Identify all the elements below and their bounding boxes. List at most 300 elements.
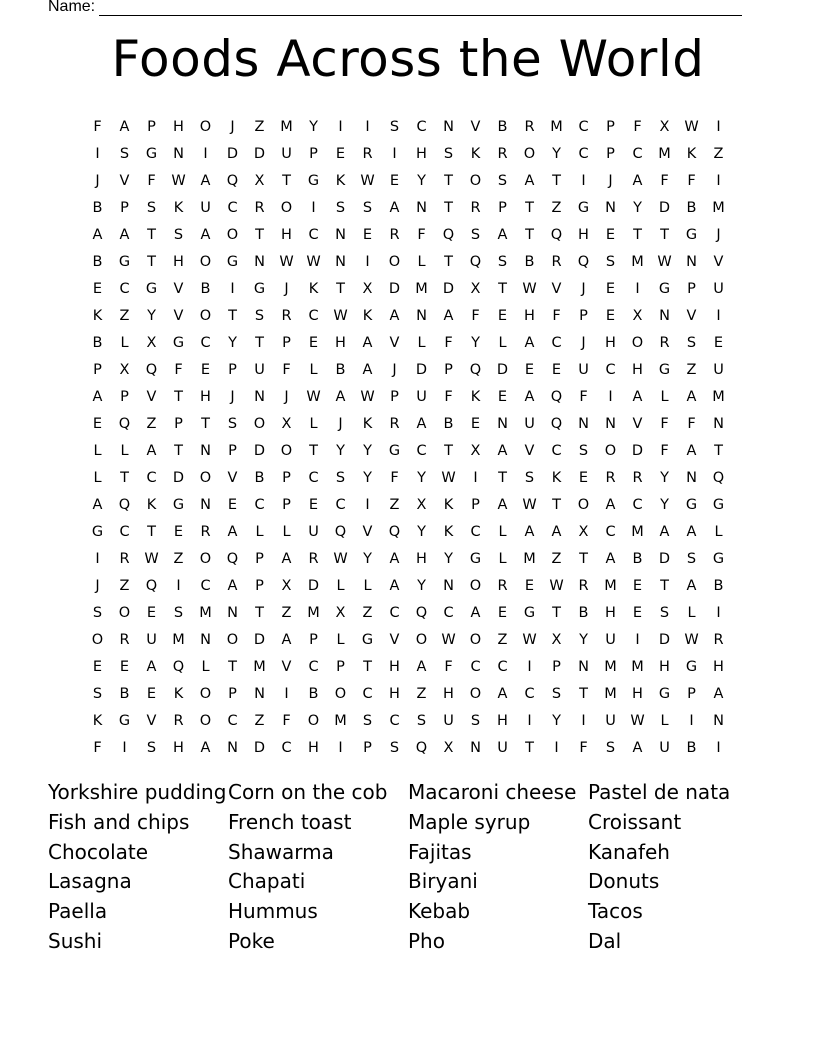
grid-letter[interactable]: T	[147, 523, 156, 540]
grid-letter[interactable]: H	[659, 658, 670, 675]
grid-letter[interactable]: Q	[388, 523, 401, 540]
grid-letter[interactable]: F	[444, 388, 453, 405]
grid-letter[interactable]: Y	[147, 307, 156, 324]
grid-letter[interactable]: S	[470, 712, 481, 729]
grid-letter[interactable]: E	[173, 523, 184, 540]
grid-letter[interactable]: Y	[552, 145, 561, 162]
grid-letter[interactable]: Q	[145, 577, 158, 594]
grid-letter[interactable]: L	[498, 550, 507, 567]
grid-letter[interactable]: E	[632, 604, 643, 621]
grid-letter[interactable]: A	[632, 388, 643, 405]
grid-letter[interactable]: R	[173, 712, 184, 729]
grid-letter[interactable]: K	[92, 307, 103, 324]
grid-letter[interactable]: Y	[471, 334, 480, 351]
grid-letter[interactable]: N	[254, 685, 265, 702]
grid-letter[interactable]: T	[228, 307, 237, 324]
grid-letter[interactable]: H	[632, 685, 643, 702]
grid-letter[interactable]: U	[605, 631, 616, 648]
grid-letter[interactable]: B	[92, 334, 103, 351]
grid-letter[interactable]: A	[227, 523, 238, 540]
grid-letter[interactable]: D	[172, 469, 185, 486]
grid-letter[interactable]: C	[227, 712, 238, 729]
grid-letter[interactable]: E	[497, 307, 508, 324]
grid-letter[interactable]: C	[200, 577, 211, 594]
grid-letter[interactable]: Q	[145, 361, 158, 378]
grid-letter[interactable]: E	[605, 280, 616, 297]
grid-letter[interactable]: Z	[713, 145, 724, 162]
grid-letter[interactable]: A	[92, 388, 103, 405]
grid-letter[interactable]: G	[307, 172, 320, 189]
grid-letter[interactable]: P	[282, 469, 291, 486]
grid-letter[interactable]: F	[633, 118, 642, 135]
grid-letter[interactable]: J	[608, 172, 613, 189]
grid-letter[interactable]: S	[686, 550, 697, 567]
grid-letter[interactable]: S	[659, 604, 670, 621]
grid-letter[interactable]: A	[200, 739, 211, 756]
grid-letter[interactable]: Q	[334, 523, 347, 540]
grid-letter[interactable]: Q	[469, 361, 482, 378]
grid-letter[interactable]: W	[684, 631, 699, 648]
grid-letter[interactable]: Z	[389, 496, 400, 513]
grid-letter[interactable]: D	[442, 280, 455, 297]
grid-letter[interactable]: C	[119, 280, 130, 297]
grid-letter[interactable]: F	[417, 226, 426, 243]
grid-letter[interactable]: T	[255, 226, 264, 243]
grid-letter[interactable]: Y	[363, 442, 372, 459]
grid-letter[interactable]: M	[415, 280, 428, 297]
grid-letter[interactable]: D	[307, 577, 320, 594]
grid-letter[interactable]: Y	[552, 712, 561, 729]
grid-letter[interactable]: T	[552, 496, 561, 513]
grid-letter[interactable]: S	[173, 604, 184, 621]
grid-letter[interactable]: A	[389, 550, 400, 567]
grid-letter[interactable]: N	[686, 469, 697, 486]
grid-letter[interactable]: C	[605, 361, 616, 378]
grid-letter[interactable]: E	[497, 388, 508, 405]
grid-letter[interactable]: V	[173, 280, 184, 297]
grid-letter[interactable]: C	[497, 658, 508, 675]
grid-letter[interactable]: H	[308, 739, 319, 756]
grid-letter[interactable]: E	[470, 415, 481, 432]
name-field-line[interactable]	[48, 0, 742, 16]
grid-letter[interactable]: R	[470, 199, 481, 216]
grid-letter[interactable]: X	[470, 280, 481, 297]
grid-letter[interactable]: T	[498, 469, 507, 486]
grid-letter[interactable]: U	[713, 361, 724, 378]
grid-letter[interactable]: I	[95, 145, 100, 162]
grid-letter[interactable]: V	[551, 280, 562, 297]
grid-letter[interactable]: T	[201, 415, 210, 432]
grid-letter[interactable]: G	[712, 496, 725, 513]
grid-letter[interactable]: O	[199, 469, 212, 486]
grid-letter[interactable]: D	[253, 145, 266, 162]
grid-letter[interactable]: T	[552, 604, 561, 621]
grid-letter[interactable]: L	[255, 523, 264, 540]
grid-letter[interactable]: I	[365, 118, 370, 135]
grid-letter[interactable]: X	[470, 442, 481, 459]
grid-letter[interactable]: T	[660, 577, 669, 594]
grid-letter[interactable]: R	[659, 334, 670, 351]
grid-letter[interactable]: O	[199, 685, 212, 702]
grid-letter[interactable]: W	[360, 172, 375, 189]
grid-letter[interactable]: O	[631, 334, 644, 351]
grid-letter[interactable]: D	[658, 631, 671, 648]
grid-letter[interactable]: Y	[363, 550, 372, 567]
grid-letter[interactable]: D	[226, 145, 239, 162]
grid-letter[interactable]: S	[146, 199, 157, 216]
grid-letter[interactable]: T	[444, 172, 453, 189]
grid-letter[interactable]: J	[716, 226, 721, 243]
grid-letter[interactable]: O	[415, 631, 428, 648]
grid-letter[interactable]: K	[551, 469, 562, 486]
grid-letter[interactable]: O	[307, 712, 320, 729]
grid-letter[interactable]: O	[199, 118, 212, 135]
grid-letter[interactable]: T	[498, 280, 507, 297]
grid-letter[interactable]: C	[362, 685, 373, 702]
grid-letter[interactable]: T	[579, 550, 588, 567]
grid-letter[interactable]: C	[470, 523, 481, 540]
grid-letter[interactable]: G	[91, 523, 104, 540]
grid-letter[interactable]: I	[716, 307, 721, 324]
grid-letter[interactable]: R	[119, 631, 130, 648]
grid-letter[interactable]: A	[497, 496, 508, 513]
grid-letter[interactable]: X	[335, 604, 346, 621]
grid-letter[interactable]: L	[417, 253, 426, 270]
grid-letter[interactable]: T	[255, 334, 264, 351]
grid-letter[interactable]: E	[713, 334, 724, 351]
grid-letter[interactable]: J	[230, 388, 235, 405]
grid-letter[interactable]: B	[335, 361, 346, 378]
grid-letter[interactable]: H	[497, 712, 508, 729]
grid-letter[interactable]: H	[632, 361, 643, 378]
grid-letter[interactable]: G	[118, 253, 131, 270]
grid-letter[interactable]: H	[416, 145, 427, 162]
grid-letter[interactable]: A	[119, 226, 130, 243]
grid-letter[interactable]: L	[660, 712, 669, 729]
grid-letter[interactable]: Q	[712, 469, 725, 486]
grid-letter[interactable]: O	[118, 604, 131, 621]
grid-letter[interactable]: F	[579, 388, 588, 405]
grid-letter[interactable]: S	[92, 685, 103, 702]
grid-letter[interactable]: J	[284, 388, 289, 405]
grid-letter[interactable]: E	[308, 334, 319, 351]
grid-letter[interactable]: U	[416, 388, 427, 405]
grid-letter[interactable]: M	[631, 253, 644, 270]
grid-letter[interactable]: A	[389, 307, 400, 324]
grid-letter[interactable]: A	[362, 334, 373, 351]
grid-letter[interactable]: B	[713, 577, 724, 594]
grid-letter[interactable]: O	[523, 145, 536, 162]
grid-letter[interactable]: Q	[577, 253, 590, 270]
grid-letter[interactable]: C	[578, 145, 589, 162]
grid-letter[interactable]: O	[388, 253, 401, 270]
grid-letter[interactable]: H	[281, 226, 292, 243]
grid-letter[interactable]: X	[443, 739, 454, 756]
grid-letter[interactable]: P	[228, 685, 237, 702]
grid-letter[interactable]: T	[525, 739, 534, 756]
grid-letter[interactable]: V	[389, 334, 400, 351]
grid-letter[interactable]: L	[201, 658, 210, 675]
grid-letter[interactable]: L	[498, 334, 507, 351]
grid-letter[interactable]: U	[497, 739, 508, 756]
grid-letter[interactable]: C	[146, 469, 157, 486]
grid-letter[interactable]: I	[716, 739, 721, 756]
grid-letter[interactable]: M	[280, 118, 293, 135]
grid-letter[interactable]: N	[713, 415, 724, 432]
grid-letter[interactable]: Y	[228, 334, 237, 351]
grid-letter[interactable]: B	[524, 253, 535, 270]
grid-letter[interactable]: R	[308, 550, 319, 567]
grid-letter[interactable]: H	[578, 226, 589, 243]
grid-letter[interactable]: A	[497, 226, 508, 243]
grid-letter[interactable]: F	[660, 442, 669, 459]
grid-letter[interactable]: E	[200, 361, 211, 378]
grid-letter[interactable]: Q	[172, 658, 185, 675]
grid-letter[interactable]: A	[335, 388, 346, 405]
grid-letter[interactable]: N	[416, 199, 427, 216]
grid-letter[interactable]: X	[551, 631, 562, 648]
grid-letter[interactable]: T	[444, 442, 453, 459]
grid-letter[interactable]: Z	[254, 118, 265, 135]
grid-letter[interactable]: B	[308, 685, 319, 702]
grid-letter[interactable]: I	[365, 496, 370, 513]
grid-letter[interactable]: U	[659, 739, 670, 756]
grid-letter[interactable]: P	[579, 307, 588, 324]
grid-letter[interactable]: P	[552, 658, 561, 675]
grid-letter[interactable]: Q	[118, 496, 131, 513]
grid-letter[interactable]: O	[199, 550, 212, 567]
grid-letter[interactable]: I	[716, 172, 721, 189]
grid-letter[interactable]: V	[362, 523, 373, 540]
grid-letter[interactable]: P	[120, 199, 129, 216]
grid-letter[interactable]: N	[227, 604, 238, 621]
grid-letter[interactable]: L	[714, 523, 723, 540]
grid-letter[interactable]: C	[308, 469, 319, 486]
grid-letter[interactable]: A	[605, 550, 616, 567]
grid-letter[interactable]: I	[176, 577, 181, 594]
grid-letter[interactable]: N	[497, 415, 508, 432]
grid-letter[interactable]: O	[469, 172, 482, 189]
grid-letter[interactable]: T	[147, 253, 156, 270]
grid-letter[interactable]: A	[281, 631, 292, 648]
grid-letter[interactable]: Y	[336, 442, 345, 459]
grid-letter[interactable]: A	[524, 172, 535, 189]
grid-letter[interactable]: R	[254, 199, 265, 216]
grid-letter[interactable]: C	[578, 118, 589, 135]
grid-letter[interactable]: E	[605, 307, 616, 324]
grid-letter[interactable]: L	[120, 334, 129, 351]
grid-letter[interactable]: A	[92, 496, 103, 513]
grid-letter[interactable]: Y	[444, 550, 453, 567]
grid-letter[interactable]: C	[551, 442, 562, 459]
grid-letter[interactable]: V	[686, 307, 697, 324]
grid-letter[interactable]: W	[333, 307, 348, 324]
grid-letter[interactable]: I	[338, 739, 343, 756]
grid-letter[interactable]: V	[632, 415, 643, 432]
grid-letter[interactable]: K	[443, 496, 454, 513]
grid-letter[interactable]: W	[657, 253, 672, 270]
grid-letter[interactable]: E	[524, 361, 535, 378]
grid-letter[interactable]: A	[605, 496, 616, 513]
grid-letter[interactable]: U	[713, 280, 724, 297]
grid-letter[interactable]: B	[200, 280, 211, 297]
grid-letter[interactable]: C	[335, 496, 346, 513]
grid-letter[interactable]: X	[416, 496, 427, 513]
grid-letter[interactable]: U	[146, 631, 157, 648]
grid-letter[interactable]: Z	[362, 604, 373, 621]
grid-letter[interactable]: C	[389, 712, 400, 729]
grid-letter[interactable]: F	[444, 658, 453, 675]
grid-letter[interactable]: W	[333, 550, 348, 567]
grid-letter[interactable]: S	[254, 307, 265, 324]
grid-letter[interactable]: T	[714, 442, 723, 459]
grid-letter[interactable]: W	[522, 280, 537, 297]
grid-letter[interactable]: J	[230, 118, 235, 135]
grid-letter[interactable]: N	[443, 118, 454, 135]
grid-letter[interactable]: K	[686, 145, 697, 162]
grid-letter[interactable]: R	[578, 577, 589, 594]
grid-letter[interactable]: Y	[309, 118, 318, 135]
grid-letter[interactable]: K	[470, 145, 481, 162]
grid-letter[interactable]: S	[416, 712, 427, 729]
grid-letter[interactable]: W	[549, 577, 564, 594]
grid-letter[interactable]: K	[92, 712, 103, 729]
grid-letter[interactable]: G	[172, 334, 185, 351]
grid-letter[interactable]: S	[92, 604, 103, 621]
grid-letter[interactable]: L	[93, 469, 102, 486]
grid-letter[interactable]: O	[280, 442, 293, 459]
grid-letter[interactable]: P	[228, 442, 237, 459]
grid-letter[interactable]: U	[443, 712, 454, 729]
grid-letter[interactable]: A	[524, 523, 535, 540]
grid-letter[interactable]: G	[253, 280, 266, 297]
grid-letter[interactable]: S	[362, 712, 373, 729]
grid-letter[interactable]: K	[173, 199, 184, 216]
grid-letter[interactable]: P	[687, 685, 696, 702]
grid-letter[interactable]: K	[470, 388, 481, 405]
grid-letter[interactable]: G	[685, 496, 698, 513]
grid-letter[interactable]: D	[388, 280, 401, 297]
grid-letter[interactable]: R	[713, 631, 724, 648]
grid-letter[interactable]: G	[145, 280, 158, 297]
grid-letter[interactable]: B	[92, 199, 103, 216]
grid-letter[interactable]: C	[200, 334, 211, 351]
grid-letter[interactable]: B	[254, 469, 265, 486]
grid-letter[interactable]: Q	[550, 415, 563, 432]
grid-letter[interactable]: P	[390, 388, 399, 405]
grid-letter[interactable]: A	[416, 415, 427, 432]
grid-letter[interactable]: B	[497, 118, 508, 135]
grid-letter[interactable]: G	[226, 253, 239, 270]
grid-letter[interactable]: A	[659, 523, 670, 540]
grid-letter[interactable]: H	[173, 118, 184, 135]
grid-letter[interactable]: Z	[173, 550, 184, 567]
grid-letter[interactable]: T	[255, 604, 264, 621]
grid-letter[interactable]: P	[309, 145, 318, 162]
grid-letter[interactable]: I	[95, 550, 100, 567]
grid-letter[interactable]: I	[392, 145, 397, 162]
grid-letter[interactable]: I	[311, 199, 316, 216]
grid-letter[interactable]: U	[605, 712, 616, 729]
grid-letter[interactable]: V	[713, 253, 724, 270]
grid-letter[interactable]: S	[362, 199, 373, 216]
grid-letter[interactable]: M	[604, 658, 617, 675]
grid-letter[interactable]: Q	[550, 226, 563, 243]
grid-letter[interactable]: P	[120, 388, 129, 405]
grid-letter[interactable]: P	[606, 118, 615, 135]
grid-letter[interactable]: L	[309, 415, 318, 432]
grid-letter[interactable]: T	[363, 658, 372, 675]
grid-letter[interactable]: A	[443, 307, 454, 324]
grid-letter[interactable]: P	[93, 361, 102, 378]
grid-letter[interactable]: S	[497, 172, 508, 189]
grid-letter[interactable]: N	[470, 739, 481, 756]
grid-letter[interactable]: L	[687, 604, 696, 621]
grid-letter[interactable]: G	[712, 550, 725, 567]
name-blank-underline[interactable]	[99, 1, 742, 16]
grid-letter[interactable]: B	[578, 604, 589, 621]
grid-letter[interactable]: W	[522, 496, 537, 513]
grid-letter[interactable]: I	[716, 604, 721, 621]
grid-letter[interactable]: Z	[497, 631, 508, 648]
grid-letter[interactable]: O	[280, 199, 293, 216]
grid-letter[interactable]: N	[605, 415, 616, 432]
grid-letter[interactable]: Q	[442, 226, 455, 243]
grid-letter[interactable]: H	[524, 307, 535, 324]
grid-letter[interactable]: Z	[281, 604, 292, 621]
grid-letter[interactable]: A	[92, 226, 103, 243]
grid-letter[interactable]: A	[713, 685, 724, 702]
grid-letter[interactable]: L	[417, 334, 426, 351]
grid-letter[interactable]: T	[633, 226, 642, 243]
grid-letter[interactable]: M	[658, 145, 671, 162]
grid-letter[interactable]: Z	[254, 712, 265, 729]
grid-letter[interactable]: E	[389, 172, 400, 189]
grid-letter[interactable]: A	[470, 604, 481, 621]
grid-letter[interactable]: N	[605, 199, 616, 216]
grid-letter[interactable]: M	[550, 118, 563, 135]
grid-letter[interactable]: C	[281, 739, 292, 756]
grid-letter[interactable]: Z	[686, 361, 697, 378]
grid-letter[interactable]: J	[581, 334, 586, 351]
grid-letter[interactable]: L	[336, 631, 345, 648]
grid-letter[interactable]: L	[282, 523, 291, 540]
grid-letter[interactable]: A	[551, 523, 562, 540]
grid-letter[interactable]: I	[581, 712, 586, 729]
grid-letter[interactable]: A	[416, 658, 427, 675]
grid-letter[interactable]: N	[578, 415, 589, 432]
grid-letter[interactable]: I	[689, 712, 694, 729]
grid-letter[interactable]: L	[93, 442, 102, 459]
grid-letter[interactable]: B	[92, 253, 103, 270]
grid-letter[interactable]: M	[307, 604, 320, 621]
grid-letter[interactable]: S	[551, 685, 562, 702]
grid-letter[interactable]: O	[226, 226, 239, 243]
grid-letter[interactable]: I	[635, 280, 640, 297]
grid-letter[interactable]: M	[712, 388, 725, 405]
grid-letter[interactable]: F	[579, 739, 588, 756]
grid-letter[interactable]: S	[335, 469, 346, 486]
grid-letter[interactable]: T	[228, 658, 237, 675]
grid-letter[interactable]: U	[524, 415, 535, 432]
grid-letter[interactable]: K	[362, 415, 373, 432]
grid-letter[interactable]: X	[578, 523, 589, 540]
grid-letter[interactable]: Y	[417, 577, 426, 594]
grid-letter[interactable]: M	[604, 685, 617, 702]
grid-letter[interactable]: Q	[226, 172, 239, 189]
grid-letter[interactable]: R	[497, 145, 508, 162]
grid-letter[interactable]: L	[498, 523, 507, 540]
